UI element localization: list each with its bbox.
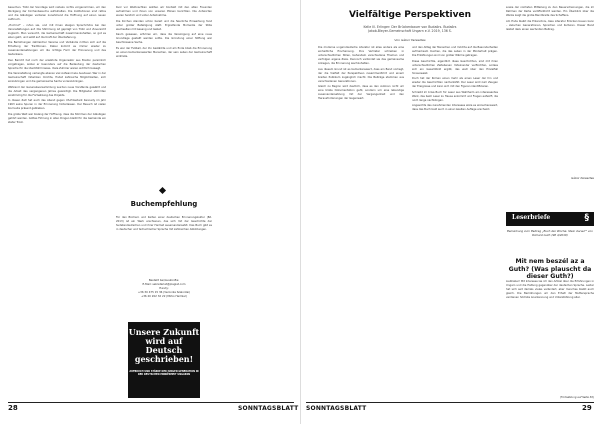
paragraph: Diese Geschichte, eigentlich diese Geschichten, sind mit ihren unterschiedlichen Zeitebenen miteinander verflochten, sodass sich ein Gesamtbild ergibt, das weit über den Einzelfall hinausweist. [412, 59, 498, 75]
article-author: Von Gábor Keresztes [394, 38, 426, 42]
letter-caption: Bemerkung zum Beitrag „Buch der Woche. Stein darauf“ von Richard Guth (SB 4/2019) [507, 229, 593, 237]
letter-heading: Mit nem beszél az a Guth? (Was plauscht da dieser Guth?) [508, 258, 592, 280]
right-column-3 [506, 6, 594, 176]
paragraph: Den Bericht hat noch der erwähnte Organisator aus Boston persönlich vorgetragen, wobei er besonders auf die Bedeutung der deutschen Sprache für die Identität hinwies. Viele Zuhörer waren sichtlich bewegt. [8, 58, 106, 70]
paragraph: Aus diesem Grund ist es bemerkenswert, dass ein Band vorliegt, der die Vielfalt der Perspektiven zusammenführt und einem breiten Publikum zugänglich macht. Die Beiträge stammen aus verschiedenen Generationen. [318, 67, 404, 83]
paragraph: Es war der Fußball, der ihn bestärkte und am Ende blieb die Erinnerung an einen bemerkenswerten Menschen, der sein Leben der Gemeinschaft widmete. [116, 46, 212, 58]
footer-rule [306, 402, 594, 403]
contact-phone: +36 30 475 15 36 (Veronika Szalontai) [137, 290, 191, 294]
letter-body: Liebhaber! Mit Interesse las ich den Artikel über die Erfahrungen in Ungarn und die Haltung gegenüber der deutschen Sprache. Leider hat sich seit damals vieles verändert, aber manches bleibt auch gleich. Die Bemühungen um den Erhalt der Muttersprache verdienen höchste Anerkennung und Unterstützung aller. [506, 280, 594, 300]
contact-line: Bestellt bei/Auskünfte: [148, 278, 180, 282]
right-column-1 [318, 46, 404, 404]
paragraph: Die Kirchen standen schon bereit und die feierliche Einweihung fand unter großer Beteiligung statt. Ergreifende Momente der Stille wechselten mit Gesang und Gebet. [116, 19, 212, 31]
article-subtitle [322, 25, 498, 33]
book-cover-title: Unsere Zukunft wird auf Deutsch geschrieben! [128, 327, 200, 364]
contact-info [116, 278, 212, 298]
contact-email: E-Mail: sekretariat@plagiat.com [142, 282, 186, 286]
paragraph: Am Ende bleibt die Erkenntnis, dass Literatur Brücken bauen kann – zwischen Generationen, Sprachen und Kulturen. Dieser Band leistet dazu einen wertvollen Beitrag. [506, 19, 594, 31]
book-cover [128, 322, 200, 398]
diamond-separator-icon [159, 187, 166, 194]
book-recommendation-text: Für den Büchern und Karten einer deutschen Erinnerungskultur (Bd. 2013) ist ein Werk erschienen, das sich mit der Geschichte der Sudetendeutschen und ihrer Heimat auseinandersetzt. Das Buch gibt es in deutscher und tschechischer Sprache mit zahlreichen Abbildungen. [116, 216, 212, 232]
article-title: Vielfältige Perspektiven [348, 10, 471, 20]
paragraph: Die moderne ungarndeutsche Literatur ist alles andere als eine einheitliche Erscheinung. Ihre Vertreter schreiben in unterschiedlichen Stilen, behandeln verschiedene Themen und verfolgen eigene Ziele. Dennoch verbindet sie das gemeinsame Anliegen, die Erinnerung wachzuhalten. [318, 46, 404, 66]
paragraph: In diesen Zeit hat auch das Abend gegen US-Präsident Kennedy im Jahr 1963 seine Spuren in der Erinnerung hinterlassen. Der Besuch ist vielen bis heute präsent geblieben. [8, 99, 106, 111]
paragraph: Kaum gewesen, erfuhren wir, dass die Vereinigung auf eine neue Grundlage gestellt werden sollte. Die Gründung einer Stiftung war beschlossene Sache. [116, 33, 212, 45]
paragraph: sowie der nächsten Mitteilung zu den Neuerscheinungen, die im Rahmen der Reihe veröffentlicht werden. Ein Überblick über die Werke zeigt die große Bandbreite des Schaffens. [506, 6, 594, 18]
left-column-1 [8, 6, 106, 402]
book-recommendation-title: Buchempfehlung [130, 200, 198, 208]
paragraph: Während der Generalsversammlung wurden neue Vorstände gewählt und die Arbeit des vergangenen Jahres gewürdigt. Die Mitglieder stimmten einstimmig für die Fortsetzung des Projekts. [8, 85, 106, 97]
paragraph: Die große Welt war bislang der Hoffnung, dass die Stimmen der Gläubigen gehört werden. Gottes Führung in allen Dingen bleibt für die Gemeinde ein steter Trost. [8, 112, 106, 124]
letters-label: Leserbriefe [512, 214, 551, 221]
footer-rule [8, 402, 294, 403]
paragraph: Angesichts des zunehmenden Interesses wäre es wünschenswert, dass das Buch bald auch in einer zweiten Auflage erscheint. [412, 104, 498, 112]
book-cover-subtitle: AUFBRUCH UND STÄRKE DER JUNGEN GENERATION IN DER DEUTSCHEN MINDERHEIT UNGARNS [129, 370, 199, 377]
contact-line: Handy: [159, 286, 169, 290]
page-gutter [300, 0, 301, 424]
continuation-note: (Fortsetzung auf Seite 30) [560, 396, 594, 399]
page-number-right: 29 [582, 404, 592, 412]
magazine-name-right: SONNTAGSBLATT [306, 405, 367, 412]
paragraph: Doch hat der Roman einen mehr als einen Leser der hin und wieder die Geschichten nacherzählt. Der Leser wird zum Zeugen der Ereignisse und kann sich mit den Figuren identifizieren. [412, 77, 498, 89]
section-mark-icon: § [584, 213, 589, 223]
magazine-name-left: SONNTAGSBLATT [238, 405, 299, 412]
paragraph: Die Veranstaltung verlangte ebenso viel Aufwand wie Ausdauer. Wer in der Gemeinschaft mitwirken möchte, findet zahlreiche Möglichkeiten, sich einzubringen und die gemeinsame Sache voranzubringen. [8, 72, 106, 84]
paragraph: Die Bemühungen zahlreicher Vereine und Verbände richten sich auf die Erhaltung der Traditionen. Dabei kommt es immer wieder zu Auseinandersetzungen um die richtige Form der Erinnerung und des Gedenkens. [8, 41, 106, 57]
paragraph: Kurz vor Weihnachten wollten wir Kontakt mit den alten Freunden aufnehmen und ihnen von unseren Plänen berichten. Die Antworten waren herzlich und voller Anteilnahme. [116, 6, 212, 18]
book-reference: Kelle Ill. Erlinger: Der Brückenbauer von Budaörs. Budaörs [363, 25, 457, 29]
left-column-2 [116, 6, 212, 186]
paragraph: Schreibt im brisa Buch für Leser aus Wahlheim ein interessantes Werk, das beim Leser zu Hause ankommt und Fragen aufwirft, die noch lange nachklingen. [412, 90, 498, 102]
contact-phone: +36 20 202 32 22 (Mirko Heimler) [140, 294, 188, 298]
paragraph: „Hochruf“ – rufen sie, und mit ihnen steigen Sprechchöre bei den Veranstaltungen auf. Die Stimmung ist geprägt von Trotz und Zuversicht zugleich. Man versucht, die Gemeinschaft zusammenzuhalten, so gut es eben geht, und setzt auf die Kraft der Überlieferung. [8, 23, 106, 39]
paragraph: und den Alltag der Menschen und möchte auf die Besonderheiten aufmerksam machen, die das Leben in der Minderheit prägen. Die Erzählungen sind von großer Wärme getragen. [412, 46, 498, 58]
book-publisher: Jakob-Bleyer-Gemeinschaft Ungarn e.V. 2019, 136 S. [368, 29, 452, 33]
paragraph: Gleich zu Beginn wird deutlich, dass es den Autoren nicht um eine bloße Dokumentation geht, sondern um eine lebendige Auseinandersetzung mit der Vergangenheit und den Herausforderungen der Gegenwart. [318, 85, 404, 101]
letters-banner [506, 212, 594, 226]
author-signature: Gábor Keresztes [571, 176, 594, 180]
right-column-2 [412, 46, 498, 404]
page-number-left: 28 [8, 404, 18, 412]
paragraph: besuchen. Trotz der Sonntage wird nahezu nichts vorgenommen, um den Rückgang der Kirchenbesuche aufzuhalten. Die Institutionen sind ratlos und die Gläubigen verlieren zunehmend die Hoffnung auf einen neuen Aufbruch. [8, 6, 106, 22]
